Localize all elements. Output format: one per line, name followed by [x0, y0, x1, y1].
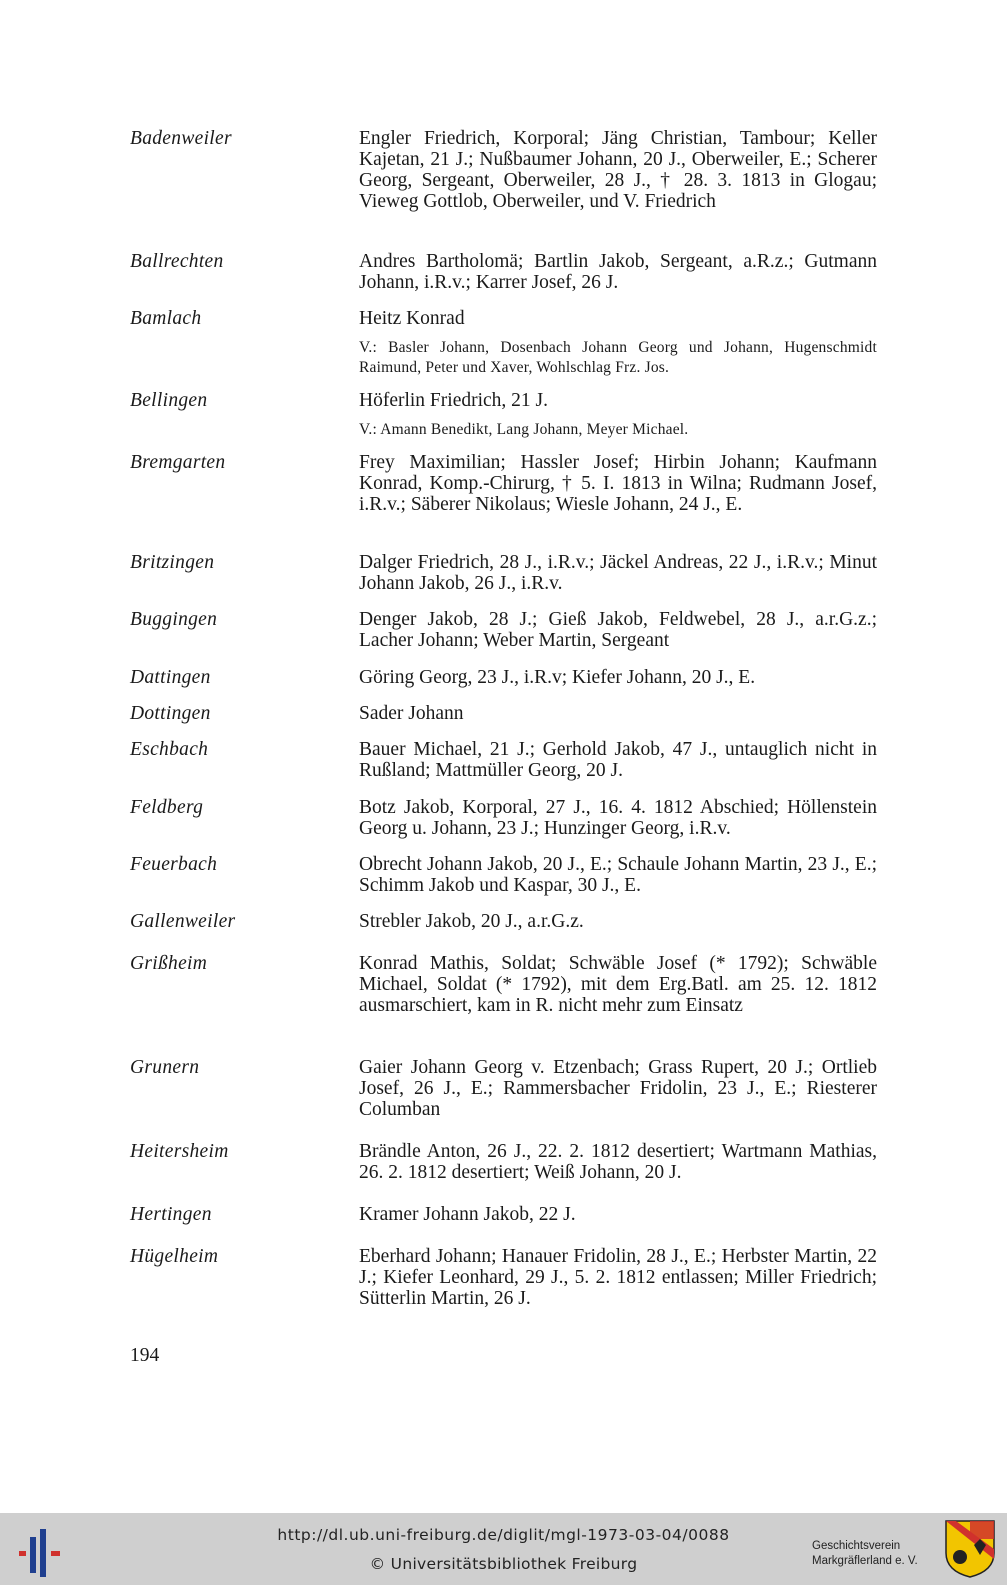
place-name: Bremgarten	[130, 452, 226, 473]
place-name: Feldberg	[130, 797, 204, 818]
place-name: Eschbach	[130, 739, 209, 760]
place-name: Hertingen	[130, 1204, 212, 1225]
entry-text: Dalger Friedrich, 28 J., i.R.v.; Jäckel Andreas, 22 J., i.R.v.; Minut Johann Jakob, 26 J., i.R.v.	[359, 552, 877, 594]
place-name: Dottingen	[130, 703, 211, 724]
society-name	[812, 1539, 918, 1569]
place-name: Feuerbach	[130, 854, 218, 875]
entry-text: Frey Maximilian; Hassler Josef; Hirbin Johann; Kaufmann Konrad, Komp.-Chirurg, † 5. I. 1813 in Wilna; Rudmann Josef, i.R.v.; Säberer Nikolaus; Wiesle Johann, 24 J., E.	[359, 452, 877, 515]
copyright-text: © Universitätsbibliothek Freiburg	[369, 1555, 638, 1573]
entry-text: Gaier Johann Georg v. Etzenbach; Grass Rupert, 20 J.; Ortlieb Josef, 26 J., E.; Rammersbacher Fridolin, 23 J., E.; Riesterer Columban	[359, 1057, 877, 1120]
entry-text: Bauer Michael, 21 J.; Gerhold Jakob, 47 J., untauglich nicht in Rußland; Mattmüller Georg, 20 J.	[359, 739, 877, 781]
entry-text: Heitz Konrad	[359, 308, 465, 329]
entry-text: Konrad Mathis, Soldat; Schwäble Josef (* 1792); Schwäble Michael, Soldat (* 1792), mit dem Erg.Batl. am 25. 12. 1812 ausmarschiert, kam in R. nicht mehr zum Einsatz	[359, 953, 877, 1016]
place-name: Dattingen	[130, 667, 211, 688]
entry-note: V.: Amann Benedikt, Lang Johann, Meyer Michael.	[359, 421, 689, 438]
place-name: Badenweiler	[130, 128, 232, 149]
entry-text: Andres Bartholomä; Bartlin Jakob, Sergeant, a.R.z.; Gutmann Johann, i.R.v.; Karrer Josef, 26 J.	[359, 251, 877, 293]
place-name: Ballrechten	[130, 251, 224, 272]
entry-text: Höferlin Friedrich, 21 J.	[359, 390, 549, 411]
entry-text: Kramer Johann Jakob, 22 J.	[359, 1204, 576, 1225]
entry-text: Strebler Jakob, 20 J., a.r.G.z.	[359, 911, 584, 932]
entry-note: V.: Basler Johann, Dosenbach Johann Georg und Johann, Hugenschmidt Raimund, Peter und Xaver, Wohlschlag Frz. Jos.	[359, 339, 877, 376]
society-crest-icon	[944, 1519, 996, 1579]
place-name: Britzingen	[130, 552, 215, 573]
society-line-1: Geschichtsverein	[812, 1540, 901, 1552]
place-name: Grunern	[130, 1057, 200, 1078]
entry-text: Botz Jakob, Korporal, 27 J., 16. 4. 1812 Abschied; Höllenstein Georg u. Johann, 23 J.; Hunzinger Georg, i.R.v.	[359, 797, 877, 839]
society-line-2: Markgräflerland e. V.	[812, 1555, 918, 1567]
place-name: Grißheim	[130, 953, 208, 974]
entry-text: Engler Friedrich, Korporal; Jäng Christian, Tambour; Keller Kajetan, 21 J.; Nußbaumer Johann, 20 J., Oberweiler, E.; Scherer Georg, Sergeant, Oberweiler, 28 J., † 28. 3. 1813 in Glogau; Vieweg Gottlob, Oberweiler, und V. Friedrich	[359, 128, 877, 212]
source-url-link[interactable]: http://dl.ub.uni-freiburg.de/diglit/mgl-1973-03-04/0088	[277, 1526, 730, 1544]
entry-text: Sader Johann	[359, 703, 464, 724]
place-name: Gallenweiler	[130, 911, 236, 932]
place-name: Buggingen	[130, 609, 218, 630]
place-name: Hügelheim	[130, 1246, 219, 1267]
entry-text: Denger Jakob, 28 J.; Gieß Jakob, Feldwebel, 28 J., a.r.G.z.; Lacher Johann; Weber Martin, Sergeant	[359, 609, 877, 651]
place-name: Heitersheim	[130, 1141, 229, 1162]
entry-text: Brändle Anton, 26 J., 22. 2. 1812 desertiert; Wartmann Mathias, 26. 2. 1812 desertiert; Weiß Johann, 20 J.	[359, 1141, 877, 1183]
entry-text: Obrecht Johann Jakob, 20 J., E.; Schaule Johann Martin, 23 J., E.; Schimm Jakob und Kaspar, 30 J., E.	[359, 854, 877, 896]
place-name: Bamlach	[130, 308, 202, 329]
page-number: 194	[130, 1345, 160, 1366]
place-name: Bellingen	[130, 390, 208, 411]
footer-bar	[0, 1513, 1007, 1585]
entry-text: Eberhard Johann; Hanauer Fridolin, 28 J., E.; Herbster Martin, 22 J.; Kiefer Leonhard, 29 J., 5. 2. 1812 entlassen; Miller Friedrich; Sütterlin Martin, 26 J.	[359, 1246, 877, 1309]
entry-text: Göring Georg, 23 J., i.R.v; Kiefer Johann, 20 J., E.	[359, 667, 756, 688]
